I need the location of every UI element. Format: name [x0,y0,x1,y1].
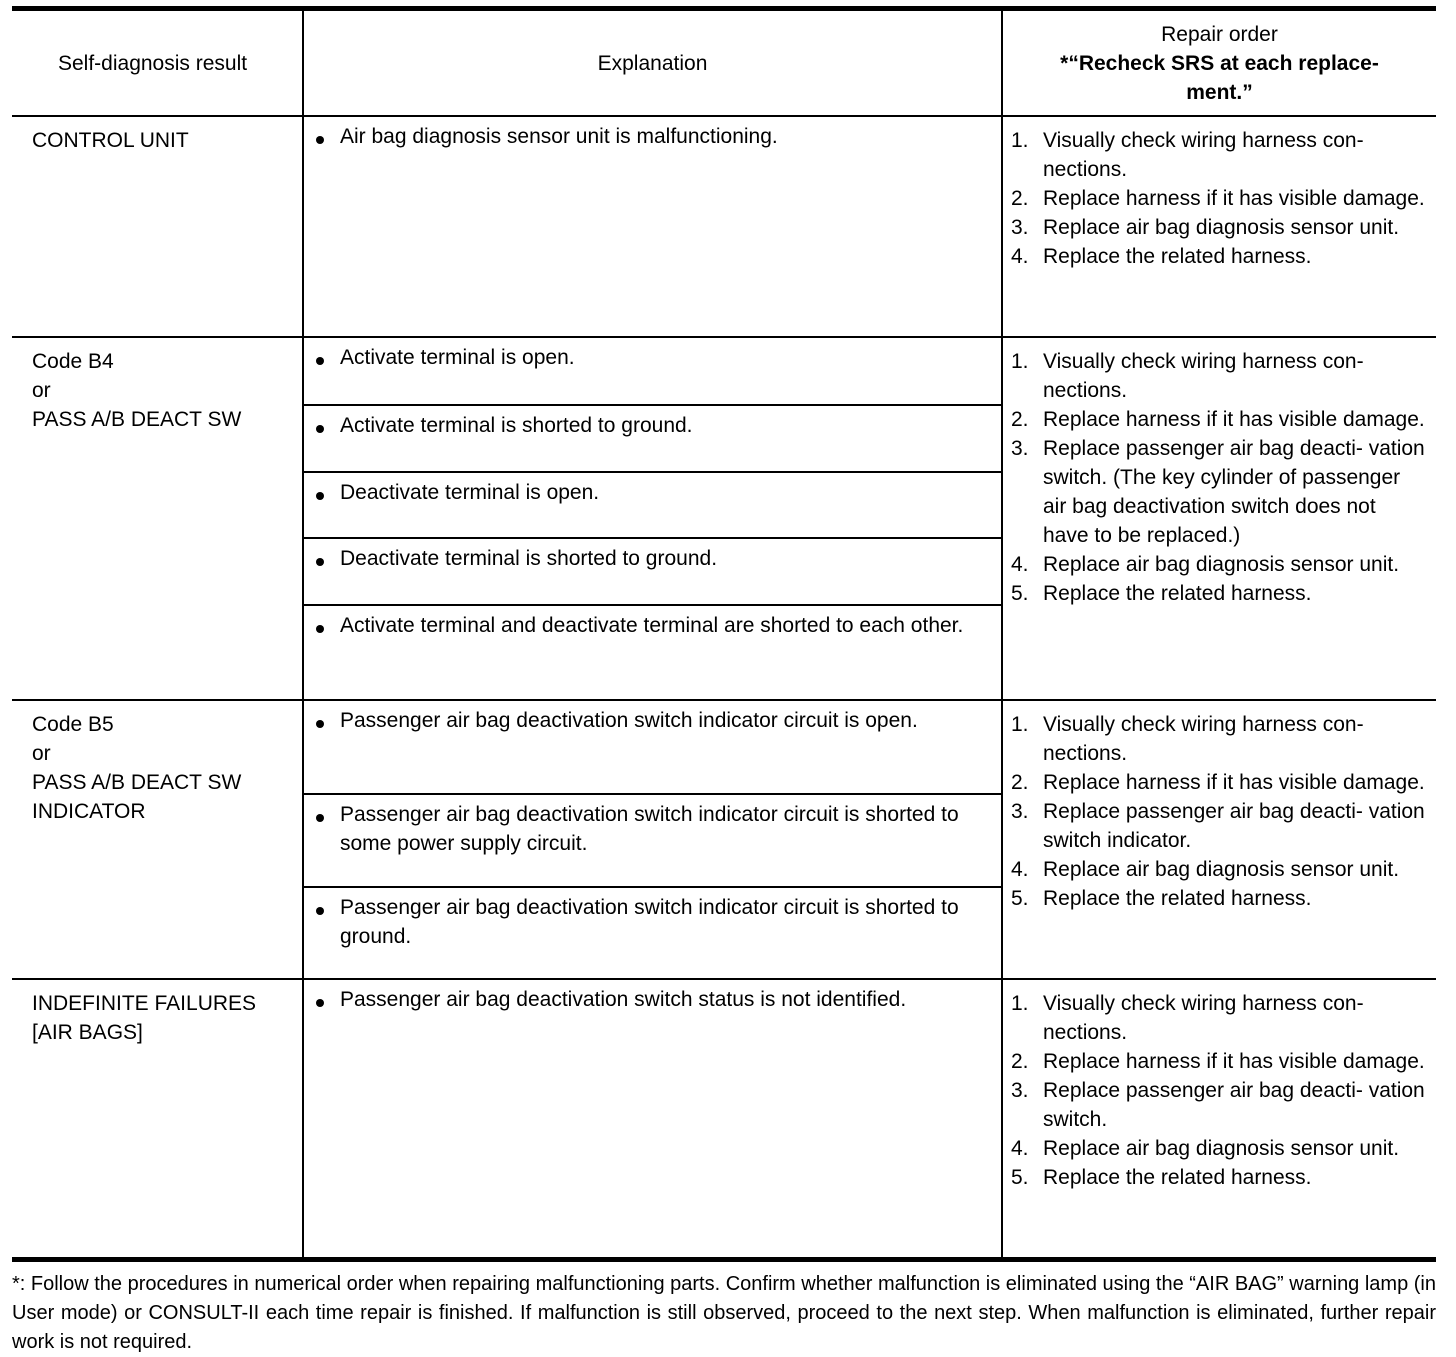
table-row [12,337,1436,700]
repair-step [1011,1047,1426,1076]
repair-step-text: Replace the related harness. [1043,1166,1312,1189]
repair-step-number: 3. [1011,437,1029,460]
repair-step [1011,434,1426,550]
repair-step [1011,1076,1426,1134]
repair-step-text: Replace the related harness. [1043,887,1312,910]
result-line: INDEFINITE FAILURES [32,992,257,1015]
repair-step [1011,242,1426,271]
result-line: PASS A/B DEACT SW [32,408,242,431]
explanation-item: Deactivate terminal is open. [304,471,1001,537]
repair-step [1011,884,1426,913]
repair-order-cell [1002,116,1436,337]
explanation-item: Activate terminal is shorted to ground. [304,404,1001,471]
repair-step-text: Replace harness if it has visible damage. [1043,771,1425,794]
repair-step-number: 1. [1011,350,1029,373]
repair-step [1011,550,1426,579]
repair-step-text: Replace air bag diagnosis sensor unit. [1043,1137,1400,1160]
diagnosis-sheet [12,6,1436,1357]
repair-step [1011,126,1426,184]
explanation-item: Activate terminal is open. [304,338,1001,404]
repair-step [1011,184,1426,213]
explanation-item: Activate terminal and deactivate terminal are shorted to each other. [304,604,1001,699]
repair-step [1011,213,1426,242]
footnote: *: Follow the procedures in numerical order when repairing malfunctioning parts. Confirm whether malfunction is eliminated using the “AIR BAG” warning lamp (in User mode) or CONSULT-II each time repair is finished. If malfunction is still observed, proceed to the next step. When malfunction is eliminated, further repair work is not required. [12,1273,1436,1353]
table-row [12,979,1436,1260]
repair-step-text: Visually check wiring harness con- nections. [1043,992,1364,1044]
explanation-item: Passenger air bag deactivation switch indicator circuit is shorted to ground. [304,886,1001,978]
repair-step-text: Replace harness if it has visible damage. [1043,1050,1425,1073]
explanation-item: Passenger air bag deactivation switch status is not identified. [304,980,1001,1257]
repair-step-number: 3. [1011,1079,1029,1102]
repair-step-number: 5. [1011,1166,1029,1189]
repair-step-text: Replace passenger air bag deacti- vation switch. (The key cylinder of passenger air bag deactivation switch does not have to be replaced.) [1043,437,1425,547]
repair-step [1011,989,1426,1047]
repair-step-text: Replace air bag diagnosis sensor unit. [1043,553,1400,576]
repair-steps-list [1011,710,1426,913]
repair-steps-list [1011,989,1426,1192]
explanation-item: Air bag diagnosis sensor unit is malfunctioning. [304,117,1001,336]
repair-step [1011,1163,1426,1192]
result-line: or [32,742,51,765]
explanation-item: Deactivate terminal is shorted to ground. [304,537,1001,604]
repair-step-number: 4. [1011,553,1029,576]
repair-steps-list [1011,347,1426,608]
explanation-cell [303,337,1002,700]
result-line: [AIR BAGS] [32,1021,143,1044]
repair-steps-list [1011,126,1426,271]
repair-step-number: 2. [1011,408,1029,431]
table-row [12,116,1436,337]
repair-step-number: 5. [1011,582,1029,605]
repair-step-text: Visually check wiring harness con- nections. [1043,129,1364,181]
result-line: or [32,379,51,402]
explanation-item: Passenger air bag deactivation switch indicator circuit is shorted to some power supply circuit. [304,793,1001,886]
header-repair-order-note-1: *“Recheck SRS at each replace- [1060,51,1379,75]
repair-step-text: Visually check wiring harness con- nections. [1043,350,1364,402]
repair-step [1011,1134,1426,1163]
repair-step-text: Replace harness if it has visible damage. [1043,187,1425,210]
repair-step-number: 3. [1011,800,1029,823]
table-body [12,116,1436,1260]
repair-step-text: Visually check wiring harness con- nections. [1043,713,1364,765]
repair-step-number: 4. [1011,245,1029,268]
repair-step [1011,579,1426,608]
repair-step-number: 5. [1011,887,1029,910]
header-self-diagnosis-result: Self-diagnosis result [12,9,303,117]
repair-step-text: Replace the related harness. [1043,245,1312,268]
repair-step [1011,768,1426,797]
repair-step [1011,855,1426,884]
repair-step-number: 3. [1011,216,1029,239]
repair-step-text: Replace passenger air bag deacti- vation switch indicator. [1043,800,1425,852]
repair-step-text: Replace the related harness. [1043,582,1312,605]
repair-step-number: 1. [1011,992,1029,1015]
explanation-cell [303,700,1002,979]
repair-step [1011,347,1426,405]
result-line: Code B5 [32,713,114,736]
repair-step-number: 1. [1011,129,1029,152]
repair-step-text: Replace passenger air bag deacti- vation switch. [1043,1079,1425,1131]
header-repair-order [1002,9,1436,117]
table-row [12,700,1436,979]
repair-step-text: Replace harness if it has visible damage. [1043,408,1425,431]
self-diagnosis-result-cell [12,116,303,337]
header-repair-order-note-2: ment.” [1186,80,1253,104]
repair-order-cell [1002,700,1436,979]
self-diagnosis-result-cell [12,700,303,979]
repair-order-cell [1002,337,1436,700]
repair-step-number: 1. [1011,713,1029,736]
repair-step-number: 2. [1011,1050,1029,1073]
repair-step [1011,710,1426,768]
repair-step-text: Replace air bag diagnosis sensor unit. [1043,216,1400,239]
header-repair-order-title: Repair order [1161,22,1278,46]
header-explanation: Explanation [303,9,1002,117]
repair-step-number: 2. [1011,771,1029,794]
self-diagnosis-table [12,6,1436,1262]
result-line: INDICATOR [32,800,146,823]
repair-step-number: 4. [1011,858,1029,881]
repair-step-number: 2. [1011,187,1029,210]
result-line: Code B4 [32,350,114,373]
repair-step-number: 4. [1011,1137,1029,1160]
explanation-item: Passenger air bag deactivation switch indicator circuit is open. [304,701,1001,793]
repair-step [1011,405,1426,434]
result-line: PASS A/B DEACT SW [32,771,242,794]
repair-order-cell [1002,979,1436,1260]
result-line: CONTROL UNIT [32,129,189,152]
explanation-cell [303,979,1002,1260]
table-header-row [12,9,1436,117]
repair-step [1011,797,1426,855]
explanation-cell [303,116,1002,337]
self-diagnosis-result-cell [12,979,303,1260]
repair-step-text: Replace air bag diagnosis sensor unit. [1043,858,1400,881]
self-diagnosis-result-cell [12,337,303,700]
